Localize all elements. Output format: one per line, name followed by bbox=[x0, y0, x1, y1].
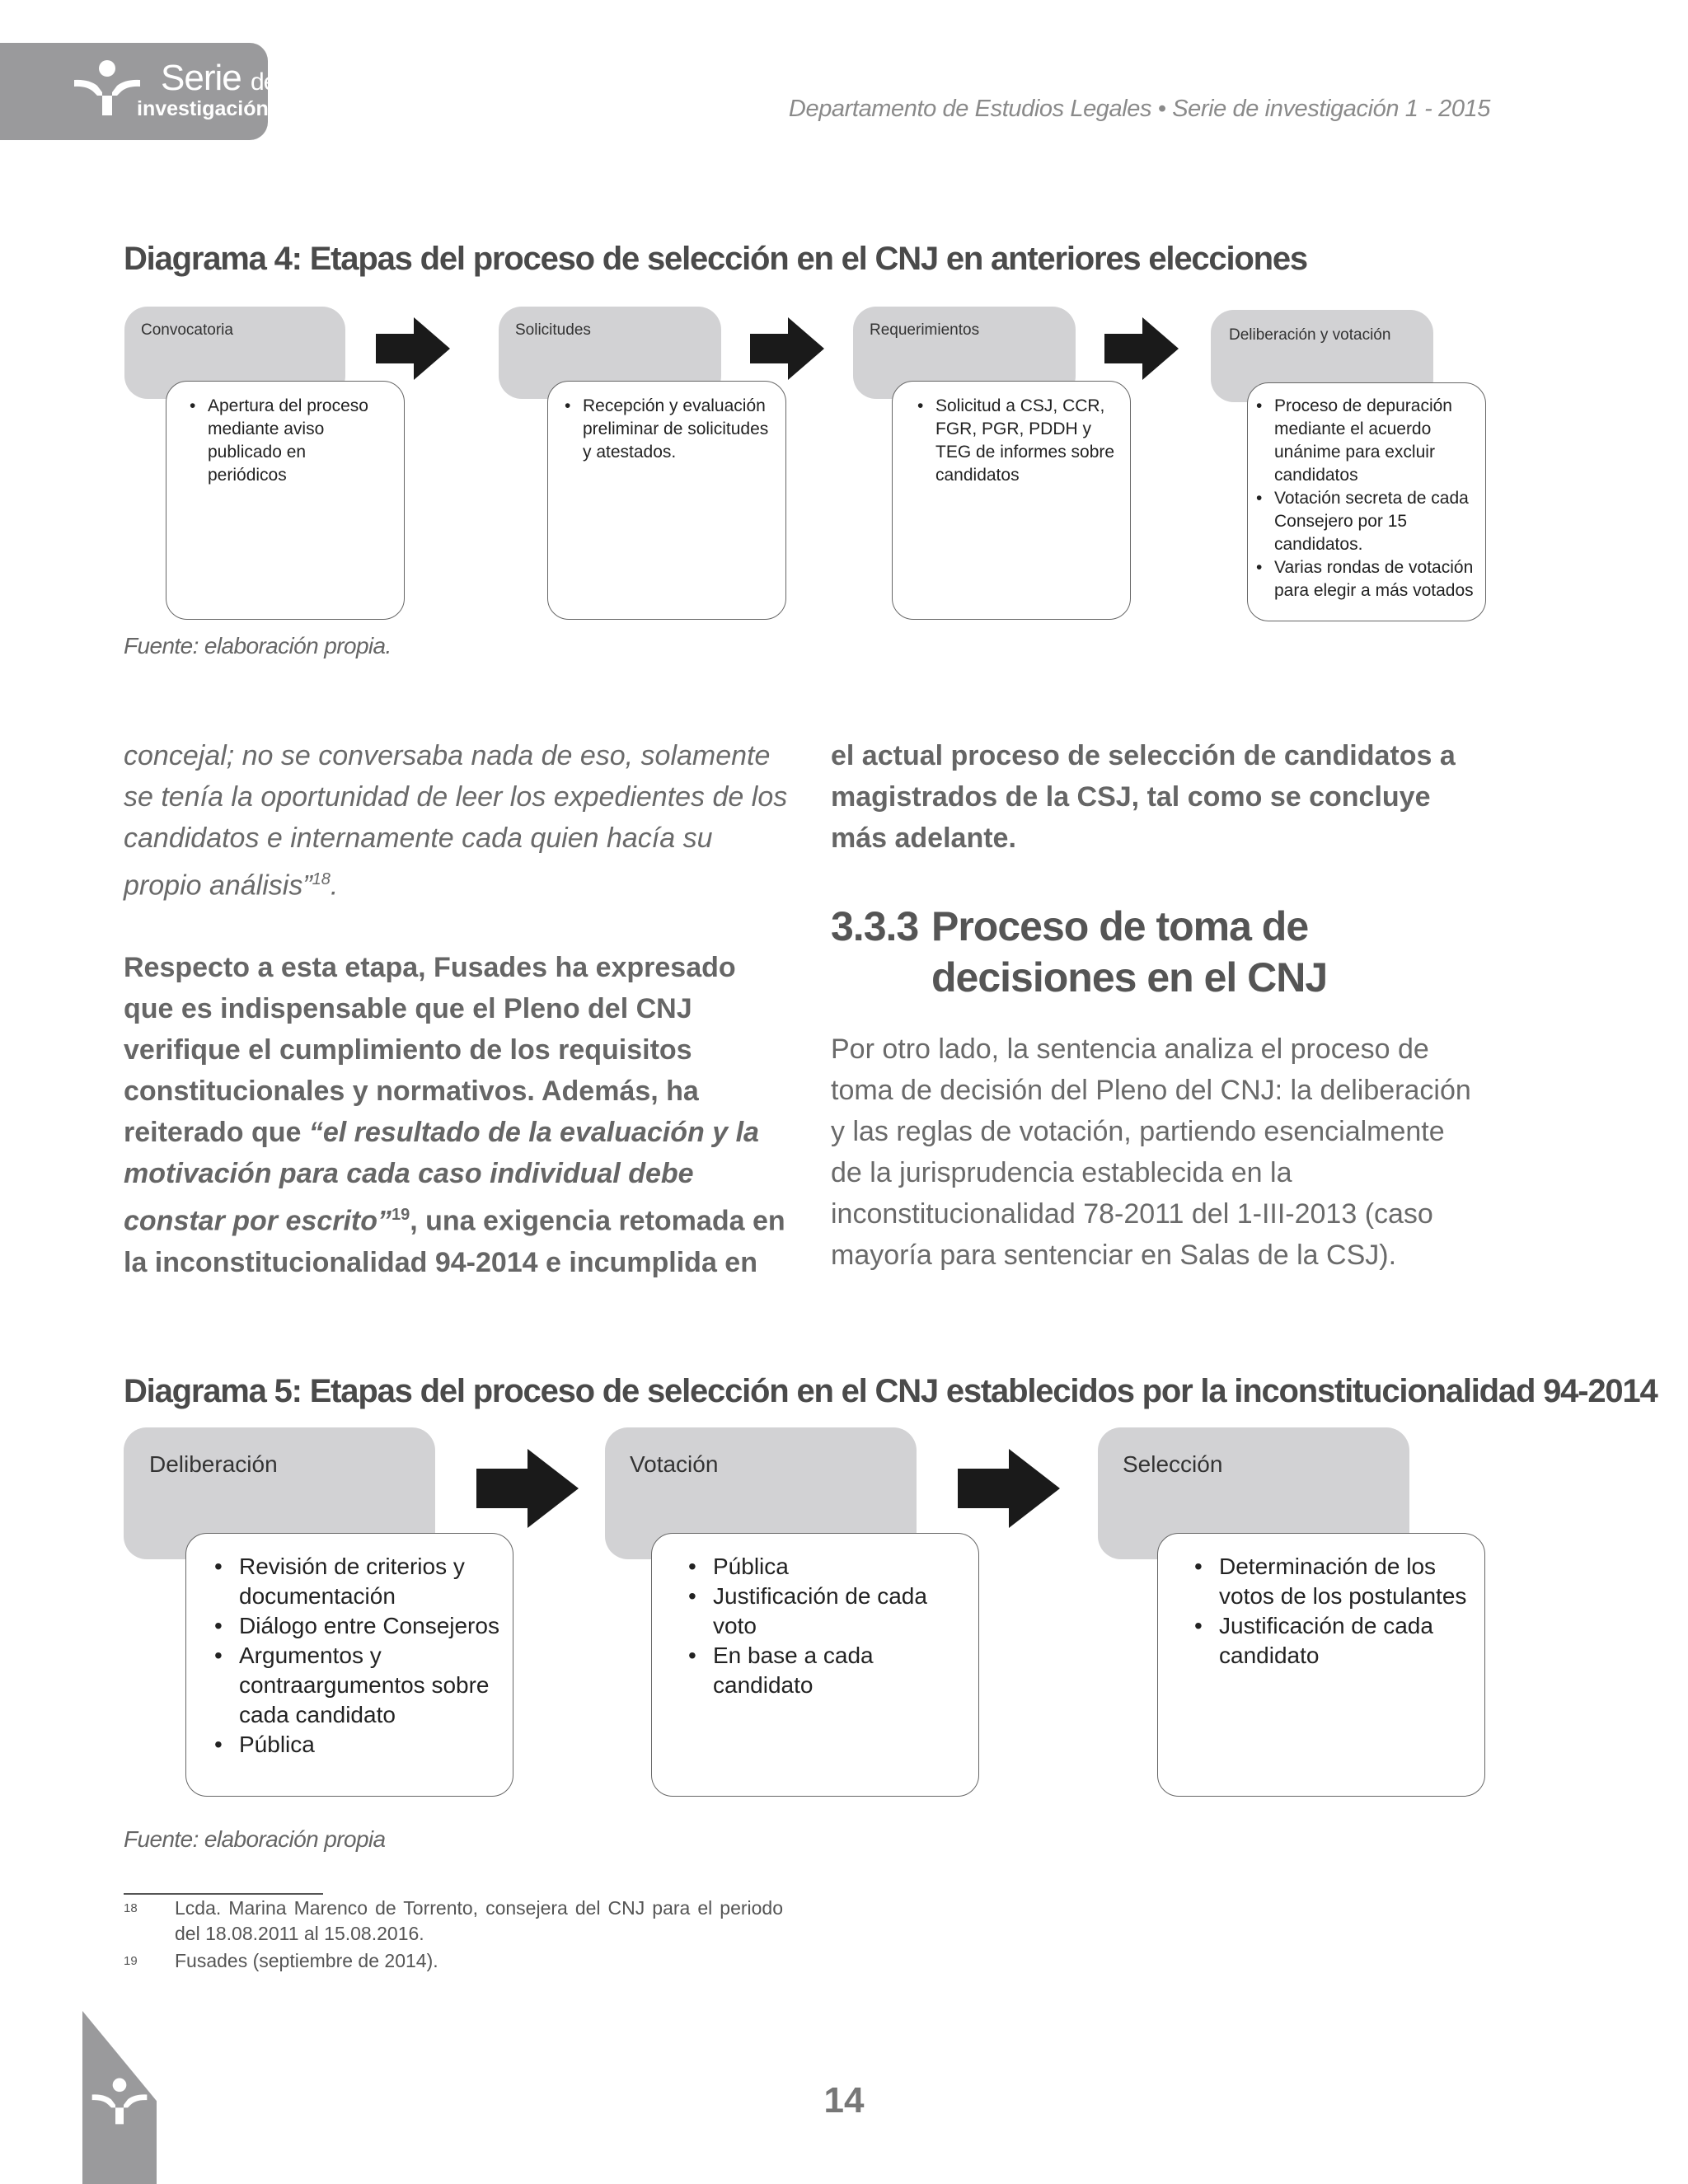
list-item: • Proceso de depuración mediante el acuerdo unánime para excluir candidatos bbox=[1254, 395, 1479, 487]
footnote-number: 19 bbox=[124, 1954, 138, 1968]
arrow-right-icon bbox=[476, 1449, 579, 1528]
footnote-number: 18 bbox=[124, 1901, 138, 1915]
footnote-ref: 19 bbox=[391, 1206, 410, 1225]
right-column bbox=[831, 735, 1490, 859]
arrow-right-icon bbox=[1104, 317, 1179, 380]
diagram-5-title: Diagrama 5: Etapas del proceso de selección en el CNJ establecidos por la inconstitucionalidad 94-2014 bbox=[124, 1373, 1658, 1409]
quote-end: . bbox=[330, 869, 339, 902]
stage-label: Solicitudes bbox=[515, 321, 591, 339]
series-logo-icon bbox=[73, 58, 142, 117]
left-column bbox=[124, 735, 791, 1283]
list-item: • Solicitud a CSJ, CCR, FGR, PGR, PDDH y TEG de informes sobre candidatos bbox=[916, 395, 1115, 487]
stage-label: Votación bbox=[630, 1451, 719, 1477]
stage-label: Requerimientos bbox=[870, 321, 980, 339]
para-text: Respecto a esta etapa, Fusades ha expresado que es indispensable que el Pleno del CNJ verifique el cumplimiento de los requisitos constitucionales y normativos. Además, ha reiterado que bbox=[124, 952, 736, 1149]
list-item: • Varias rondas de votación para elegir a más votados bbox=[1254, 556, 1479, 602]
list-item: • Justificación de cada candidato bbox=[1191, 1611, 1473, 1671]
quote-paragraph bbox=[124, 735, 791, 906]
section-title: Proceso de toma de decisiones en el CNJ bbox=[931, 903, 1328, 1001]
section-heading bbox=[831, 901, 1490, 1003]
list-item: • En base a cada candidato bbox=[685, 1641, 967, 1700]
diagram-4-stage-3-details bbox=[892, 381, 1131, 620]
page-number: 14 bbox=[823, 2080, 865, 2121]
diagram-4-source: Fuente: elaboración propia. bbox=[124, 633, 392, 658]
diagram-5-stage-2-details bbox=[651, 1533, 979, 1797]
section-number: 3.3.3 bbox=[831, 903, 919, 949]
footnote-text: Lcda. Marina Marenco de Torrento, consejera del CNJ para el periodo del 18.08.2011 al 15.08.2016. bbox=[175, 1897, 783, 1944]
stage-label: Selección bbox=[1123, 1451, 1223, 1477]
footnote-rule bbox=[124, 1893, 323, 1895]
diagram-4-stage-1-details bbox=[166, 381, 405, 620]
list-item: • Recepción y evaluación preliminar de solicitudes y atestados. bbox=[563, 395, 771, 464]
arrow-right-icon bbox=[958, 1449, 1060, 1528]
stage-label: Deliberación bbox=[149, 1451, 278, 1477]
diagram-5-source: Fuente: elaboración propia bbox=[124, 1826, 386, 1852]
stage-label: Convocatoria bbox=[141, 321, 233, 339]
list-item: • Apertura del proceso mediante aviso publicado en periódicos bbox=[188, 395, 389, 487]
running-head: Departamento de Estudios Legales • Serie de investigación 1 - 2015 bbox=[788, 96, 1490, 122]
footnote-18 bbox=[124, 1896, 783, 1947]
list-item: • Pública bbox=[211, 1730, 501, 1760]
logo-investigacion-text: investigación bbox=[137, 97, 269, 120]
list-item: • Determinación de los votos de los postulantes bbox=[1191, 1552, 1473, 1611]
diagram-5-stage-3-details bbox=[1157, 1533, 1485, 1797]
list-item: • Argumentos y contraargumentos sobre cada candidato bbox=[211, 1641, 501, 1730]
arrow-right-icon bbox=[750, 317, 824, 380]
arrow-right-icon bbox=[376, 317, 450, 380]
quote-text: concejal; no se conversaba nada de eso, solamente se tenía la oportunidad de leer los expedientes de los candidatos e internamente cada quien hacía su propio análisis” bbox=[124, 740, 788, 902]
paragraph-text: Por otro lado, la sentencia analiza el proceso de toma de decisión del Pleno del CNJ: la deliberación y las reglas de votación, partiendo esencialmente de la jurisprudencia establecida en la inconstitucionalidad 78-2011 del 1-III-2013 (caso mayoría para sentenciar en Salas de la CSJ). bbox=[831, 1033, 1471, 1271]
logo-serie-text: Serie de bbox=[161, 58, 277, 98]
para-quote: “el resultado de la evaluación y la motivación para cada caso individual debe constar por escrito” bbox=[124, 1117, 759, 1237]
list-item: • Justificación de cada voto bbox=[685, 1582, 967, 1641]
diagram-5-stage-1-details bbox=[185, 1533, 513, 1797]
list-item: • Pública bbox=[685, 1552, 967, 1582]
para-text-end: , una exigencia retomada en la inconstitucionalidad 94-2014 e incumplida en bbox=[124, 1205, 785, 1278]
footnote-text: Fusades (septiembre de 2014). bbox=[175, 1950, 438, 1971]
continued-paragraph: el actual proceso de selección de candidatos a magistrados de la CSJ, tal como se concluye más adelante. bbox=[831, 740, 1456, 854]
footnote-ref: 18 bbox=[312, 870, 331, 888]
fusades-paragraph bbox=[124, 947, 791, 1282]
list-item: • Votación secreta de cada Consejero por 15 candidatos. bbox=[1254, 487, 1479, 556]
diagram-4-stage-2-details bbox=[547, 381, 786, 620]
right-column-paragraph-2 bbox=[831, 1029, 1482, 1276]
stage-label: Deliberación y votación bbox=[1229, 326, 1391, 344]
diagram-4-title: Diagrama 4: Etapas del proceso de selección en el CNJ en anteriores elecciones bbox=[124, 241, 1307, 277]
list-item: • Revisión de criterios y documentación bbox=[211, 1552, 501, 1611]
list-item: • Diálogo entre Consejeros bbox=[211, 1611, 501, 1641]
footnote-19 bbox=[124, 1948, 783, 1974]
diagram-4-stage-4-details bbox=[1247, 382, 1486, 621]
